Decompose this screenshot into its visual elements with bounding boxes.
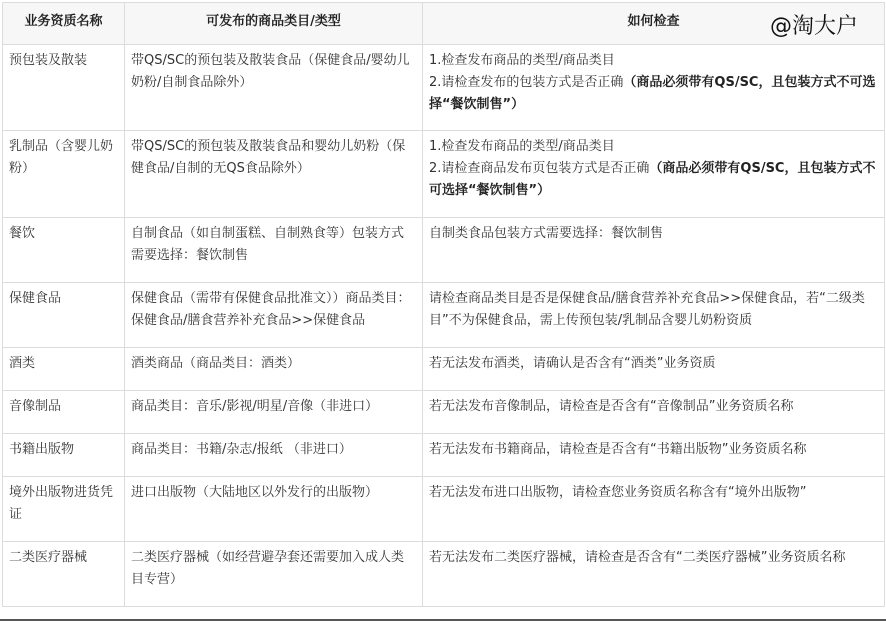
cell-category: 带QS/SC的预包装及散装食品和婴幼儿奶粉（保健食品/自制的无QS食品除外） (125, 131, 423, 218)
cell-how-to-check: 请检查商品类目是否是保健食品/膳食营养补充食品>>保健食品，若“二级类目”不为保健食品，需上传预包装/乳制品含婴儿奶粉资质 (423, 283, 885, 348)
cell-category: 自制食品（如自制蛋糕、自制熟食等）包装方式需要选择：餐饮制售 (125, 218, 423, 283)
table-header-row (3, 3, 885, 45)
cell-how-to-check: 若无法发布酒类，请确认是否含有“酒类”业务资质 (423, 348, 885, 391)
check-step-2: 2.请检查商品发布页包装方式是否正确 (429, 161, 650, 176)
cell-qualification-name: 餐饮 (3, 218, 125, 283)
header-how-to-check: 如何检查 (423, 3, 885, 45)
cell-category: 商品类目：书籍/杂志/报纸 （非进口） (125, 434, 423, 477)
table-row (3, 542, 885, 607)
table-row (3, 434, 885, 477)
cell-category: 进口出版物（大陆地区以外发行的出版物） (125, 477, 423, 542)
table-row (3, 477, 885, 542)
cell-qualification-name: 保健食品 (3, 283, 125, 348)
cell-how-to-check: 若无法发布音像制品，请检查是否含有“音像制品”业务资质名称 (423, 391, 885, 434)
cell-how-to-check: 若无法发布二类医疗器械，请检查是否含有“二类医疗器械”业务资质名称 (423, 542, 885, 607)
cell-qualification-name: 二类医疗器械 (3, 542, 125, 607)
check-step-2: 2.请检查发布的包装方式是否正确 (429, 75, 624, 90)
qualification-table (2, 2, 885, 607)
cell-how-to-check: 若无法发布书籍商品，请检查是否含有“书籍出版物”业务资质名称 (423, 434, 885, 477)
cell-category: 商品类目：音乐/影视/明星/音像（非进口） (125, 391, 423, 434)
cell-qualification-name: 乳制品（含婴儿奶粉） (3, 131, 125, 218)
header-category: 可发布的商品类目/类型 (125, 3, 423, 45)
cell-category: 二类医疗器械（如经营避孕套还需要加入成人类目专营） (125, 542, 423, 607)
cell-qualification-name: 预包装及散装 (3, 45, 125, 131)
cell-qualification-name: 境外出版物进货凭证 (3, 477, 125, 542)
cell-how-to-check (423, 131, 885, 218)
cell-qualification-name: 音像制品 (3, 391, 125, 434)
check-step-2-emphasis: （商品必须带有QS/SC，且包装方式不可选择“餐饮制售”） (429, 75, 876, 112)
check-step-2-emphasis: （商品必须带有QS/SC，且包装方式不可选择“餐饮制售”） (429, 161, 876, 198)
cell-category: 酒类商品（商品类目：酒类） (125, 348, 423, 391)
cell-category: 带QS/SC的预包装及散装食品（保健食品/婴幼儿奶粉/自制食品除外） (125, 45, 423, 131)
table-row (3, 218, 885, 283)
cell-qualification-name: 酒类 (3, 348, 125, 391)
cell-qualification-name: 书籍出版物 (3, 434, 125, 477)
watermark-text: @淘大户 (769, 14, 858, 39)
table-row (3, 391, 885, 434)
cell-how-to-check: 若无法发布进口出版物，请检查您业务资质名称含有“境外出版物” (423, 477, 885, 542)
table-row (3, 131, 885, 218)
cell-category: 保健食品（需带有保健食品批准文））商品类目：保健食品/膳食营养补充食品>>保健食品 (125, 283, 423, 348)
check-step-1: 1.检查发布商品的类型/商品类目 (429, 139, 615, 154)
check-step-1: 1.检查发布商品的类型/商品类目 (429, 53, 615, 68)
table-row (3, 45, 885, 131)
table-row (3, 348, 885, 391)
header-qualification-name: 业务资质名称 (3, 3, 125, 45)
cell-how-to-check (423, 45, 885, 131)
table-row (3, 283, 885, 348)
cell-how-to-check: 自制类食品包装方式需要选择：餐饮制售 (423, 218, 885, 283)
